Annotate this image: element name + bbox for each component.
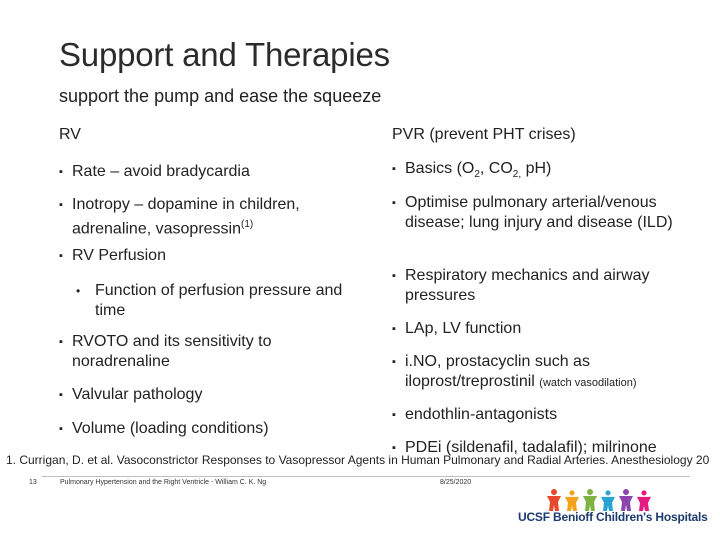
- logo-figure-body: [547, 496, 561, 511]
- logo-figure-head: [605, 490, 610, 495]
- square-bullet-icon: ▪: [59, 199, 63, 211]
- logo-figure-head: [569, 490, 574, 495]
- logo-figure-body: [619, 496, 633, 511]
- right-bullet-lap: ▪ LAp, LV function: [392, 320, 522, 337]
- left-bullet-inotropy: ▪ Inotropy – dopamine in children, adrenaline, vasopressin$^{(1)}$: [59, 196, 300, 238]
- right-column-heading: PVR (prevent PHT crises): [392, 126, 576, 143]
- vasodilation-note: (watch vasodilation): [539, 377, 637, 389]
- logo-figure-body: [583, 496, 597, 511]
- right-bullet-respiratory: ▪ Respiratory mechanics and airway pressures: [392, 267, 650, 304]
- left-bullet-rv-perfusion: ▪ RV Perfusion: [59, 247, 166, 264]
- right-bullet-pdei: ▪ PDEi (sildenafil, tadalafil); milrinone: [392, 439, 657, 456]
- footer-presentation-title: Pulmonary Hypertension and the Right Ventricle - William C. K. Ng: [60, 479, 267, 486]
- square-bullet-icon: ▪: [59, 389, 63, 401]
- logo-figure-head: [587, 489, 593, 495]
- ucsf-logo-text: UCSF Benioff Children's Hospitals: [518, 510, 708, 524]
- square-bullet-icon: ▪: [59, 166, 63, 178]
- left-sub-bullet-perfusion-pressure: • Function of perfusion pressure and time: [76, 282, 343, 319]
- left-bullet-rate: ▪ Rate – avoid bradycardia: [59, 163, 250, 180]
- left-bullet-valvular: ▪ Valvular pathology: [59, 386, 203, 403]
- logo-figure-head: [551, 489, 557, 495]
- dot-bullet-icon: •: [76, 284, 81, 298]
- square-bullet-icon: ▪: [392, 409, 396, 421]
- slide-subtitle: support the pump and ease the squeeze: [59, 86, 382, 106]
- right-bullet-pulmonary-disease: ▪ Optimise pulmonary arterial/venous disease; lung injury and disease (ILD): [392, 194, 673, 231]
- square-bullet-icon: ▪: [392, 270, 396, 282]
- square-bullet-icon: ▪: [59, 423, 63, 435]
- reference-footnote: 1. Currigan, D. et al. Vasoconstrictor Responses to Vasopressor Agents in Human Pulmonary and Radial Arteries. Anesthesiology 20: [6, 453, 710, 467]
- left-bullet-rvoto: ▪ RVOTO and its sensitivity to noradrenaline: [59, 333, 272, 370]
- square-bullet-icon: ▪: [392, 197, 396, 209]
- left-column-heading: RV: [59, 126, 81, 143]
- slide-title: Support and Therapies: [59, 36, 390, 73]
- square-bullet-icon: ▪: [392, 323, 396, 335]
- footer-divider: [42, 476, 690, 477]
- right-bullet-endothelin: ▪ endothlin-antagonists: [392, 406, 558, 423]
- logo-figure-head: [641, 490, 646, 495]
- square-bullet-icon: ▪: [392, 442, 396, 454]
- footnote-ref: (1): [241, 219, 254, 230]
- logo-figure-head: [623, 489, 629, 495]
- footer-date: 8/25/2020: [440, 479, 472, 486]
- left-bullet-volume: ▪ Volume (loading conditions): [59, 420, 269, 437]
- logo-figure-body: [637, 497, 651, 511]
- square-bullet-icon: ▪: [59, 250, 63, 262]
- children-figures-logo-icon: [546, 488, 666, 512]
- right-bullet-basics: ▪ Basics ($O_2$, $CO_{2,}$ pH): [392, 160, 552, 181]
- logo-figure-body: [601, 497, 615, 511]
- square-bullet-icon: ▪: [392, 163, 396, 175]
- logo-figure-body: [565, 497, 579, 511]
- square-bullet-icon: ▪: [59, 336, 63, 348]
- square-bullet-icon: ▪: [392, 356, 396, 368]
- page-number: 13: [29, 479, 37, 486]
- right-bullet-ino: ▪ i.NO, prostacyclin such as iloprost/treprostinil (watch vasodilation): [392, 353, 637, 390]
